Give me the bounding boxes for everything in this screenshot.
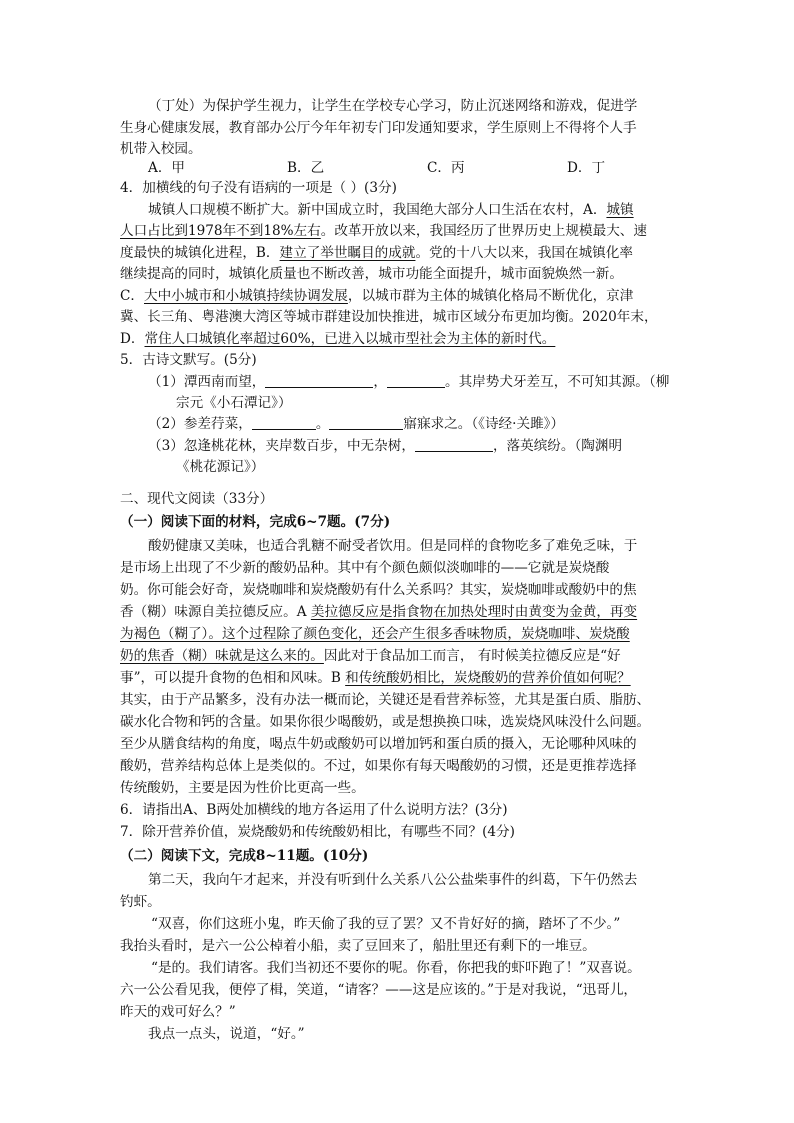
fill-blank[interactable]	[415, 437, 493, 452]
q4-line	[148, 199, 634, 221]
fill-blank[interactable]	[387, 373, 445, 388]
q3-option-a: A．甲	[148, 160, 186, 176]
passage2-line: 钓虾。	[120, 894, 161, 910]
passage2-line: 我抬头看时，是六一公公棹着小船，卖了豆回来了，船肚里还有剩下的一堆豆。	[120, 938, 596, 954]
q5-item-2: （2）参差荇菜， 。 寤寐求之。（《诗经·关雎》）	[148, 416, 565, 432]
q4-text: 城镇人口规模不断扩大。新中国成立时，我国绝大部分人口生活在农村，A．	[148, 202, 607, 218]
q3-passage-line: 机带入校园。	[120, 141, 202, 157]
passage2-line: 六一公公看见我，便停了楫，笑道，“请客？——这是应该的。”于是对我说，“迅哥儿，	[120, 982, 638, 998]
q4-line	[120, 220, 647, 242]
q5-item-1-cont: 宗元《小石潭记》）	[176, 395, 292, 411]
underlined-b: 和传统酸奶相比，炭烧酸奶的营养价值如何呢？	[345, 670, 631, 686]
passage1-line: 是市场上出现了不少新的酸奶品种。其中有个颜色颇似淡咖啡的——它就是炭烧酸	[120, 560, 610, 576]
passage1-line: 酸奶，营养结构总体上是类似的。不过，如果你有每天喝酸奶的习惯，还是更推荐选择	[120, 758, 637, 774]
q4-line	[120, 285, 633, 307]
q3-option-b: B．乙	[287, 160, 325, 176]
q4-stem: 4．加横线的句子没有语病的一项是（ ）(3分)	[120, 180, 397, 196]
q4-text: ，以城市群为主体的城镇化格局不断优化，京津	[347, 288, 634, 304]
q6-stem: 6．请指出A、B两处加横线的地方各运用了什么说明方法？(3分)	[120, 802, 508, 818]
q4-text: 度最快的城镇化进程，B．	[120, 245, 280, 261]
q3-passage-line: （丁处）为保护学生视力，让学生在学校专心学习，防止沉迷网络和游戏，促进学	[148, 98, 638, 114]
section-title: 二、现代文阅读（33分）	[120, 491, 274, 507]
q4-underlined-d: 常住人口城镇化率超过60%，已进入以城市型社会为主体的新时代。	[144, 331, 556, 347]
passage2-line: 昨天的戏可好么？”	[120, 1004, 236, 1020]
passage1-line	[120, 623, 630, 645]
q3-option-d: D．丁	[567, 160, 606, 176]
passage1-line: 事”，可以提升食物的色相和风味。B 和传统酸奶相比，炭烧酸奶的营养价值如何呢？	[120, 670, 631, 686]
underlined-a: 美拉德反应是指食物在加热处理时由黄变为金黄，再变	[310, 604, 638, 620]
subsection-title: （二）阅读下文，完成8~11题。(10分)	[120, 848, 369, 864]
passage1-line: 香（糊）味源自美拉德反应。A 美拉德反应是指食物在加热处理时由黄变为金黄，再变	[120, 604, 638, 620]
q4-underlined-a: 人口占比到1978年不到18%左右	[120, 223, 321, 239]
underlined-a: 奶的焦香（糊）味就是这么来的。	[120, 648, 324, 664]
q5-item-3: （3）忽逢桃花林，夹岸数百步，中无杂树， ，落英缤纷。（陶渊明	[148, 438, 623, 454]
passage1-line: 奶。你可能会好奇，炭烧咖啡和炭烧酸奶有什么关系吗？其实，炭烧咖啡或酸奶中的焦	[120, 582, 637, 598]
underlined-a: 为褐色（糊了）。这个过程除了颜色变化，还会产生很多香味物质，炭烧咖啡、炭烧酸	[120, 626, 630, 642]
q3-passage-line: 生身心健康发展，教育部办公厅今年年初专门印发通知要求，学生原则上不得将个人手	[120, 120, 637, 136]
q4-underlined-a: 城镇	[606, 202, 634, 218]
passage2-line: 第二天，我向午才起来，并没有听到什么关系八公公盐柴事件的纠葛，下午仍然去	[148, 872, 638, 888]
passage1-line: 至少从膳食结构的角度，喝点牛奶或酸奶可以增加钙和蛋白质的摄入，无论哪种风味的	[120, 736, 637, 752]
q4-line: 冀、长三角、粤港澳大湾区等城市群建设加快推进，城市区域分布更加均衡。2020年末，	[120, 309, 658, 325]
q7-stem: 7．除开营养价值，炭烧酸奶和传统酸奶相比，有哪些不同？(4分)	[120, 824, 515, 840]
q5-item-1: （1）潭西南而望， ， 。其岸势犬牙差互，不可知其源。（柳	[148, 374, 670, 390]
q4-line	[120, 242, 633, 264]
passage2-line: “是的。我们请客。我们当初还不要你的呢。你看，你把我的虾吓跑了！”双喜说。	[151, 960, 641, 976]
passage1-line: 碳水化合物和钙的含量。如果你很少喝酸奶，或是想换换口味，选炭烧风味没什么问题。	[120, 714, 651, 730]
q5-stem: 5．古诗文默写。(5分)	[120, 352, 257, 368]
fill-blank[interactable]	[329, 415, 403, 430]
subsection-title: （一）阅读下面的材料，完成6~7题。(7分)	[120, 514, 391, 530]
fill-blank[interactable]	[252, 415, 316, 430]
q4-underlined-b: 建立了举世瞩目的成就	[279, 245, 416, 261]
passage1-line: 奶的焦香（糊）味就是这么来的。因此对于食品加工而言， 有时候美拉德反应是“好	[120, 648, 621, 664]
q4-text: D．	[120, 331, 145, 347]
passage1-line: 传统酸奶，主要是因为性价比更高一些。	[120, 780, 365, 796]
q3-option-c: C．丙	[427, 160, 465, 176]
q4-line	[120, 328, 555, 350]
q5-item-3-cont: 《桃花源记》）	[176, 459, 265, 475]
passage2-line: 我点一点头，说道，“好。”	[148, 1026, 305, 1042]
q4-underlined-c: 大中小城市和小城镇持续协调发展	[144, 288, 348, 304]
q4-text: C．	[120, 288, 144, 304]
passage1-line: 酸奶健康又美味，也适合乳糖不耐受者饮用。但是同样的食物吃多了难免乏味，于	[148, 538, 638, 554]
fill-blank[interactable]	[265, 373, 373, 388]
q4-text: 。改革开放以来，我国经历了世界历史上规模最大、速	[320, 223, 647, 239]
passage1-line: 其实，由于产品繁多，没有办法一概而论，关键还是看营养标签，尤其是蛋白质、脂肪、	[120, 692, 651, 708]
passage2-line: “双喜，你们这班小鬼，昨天偷了我的豆了罢？又不肯好好的摘，踏坏了不少。”	[151, 916, 621, 932]
q4-line: 继续提高的同时，城镇化质量也不断改善，城市功能全面提升，城市面貌焕然一新。	[120, 266, 623, 282]
q4-text: 。党的十八大以来，我国在城镇化率	[415, 245, 633, 261]
